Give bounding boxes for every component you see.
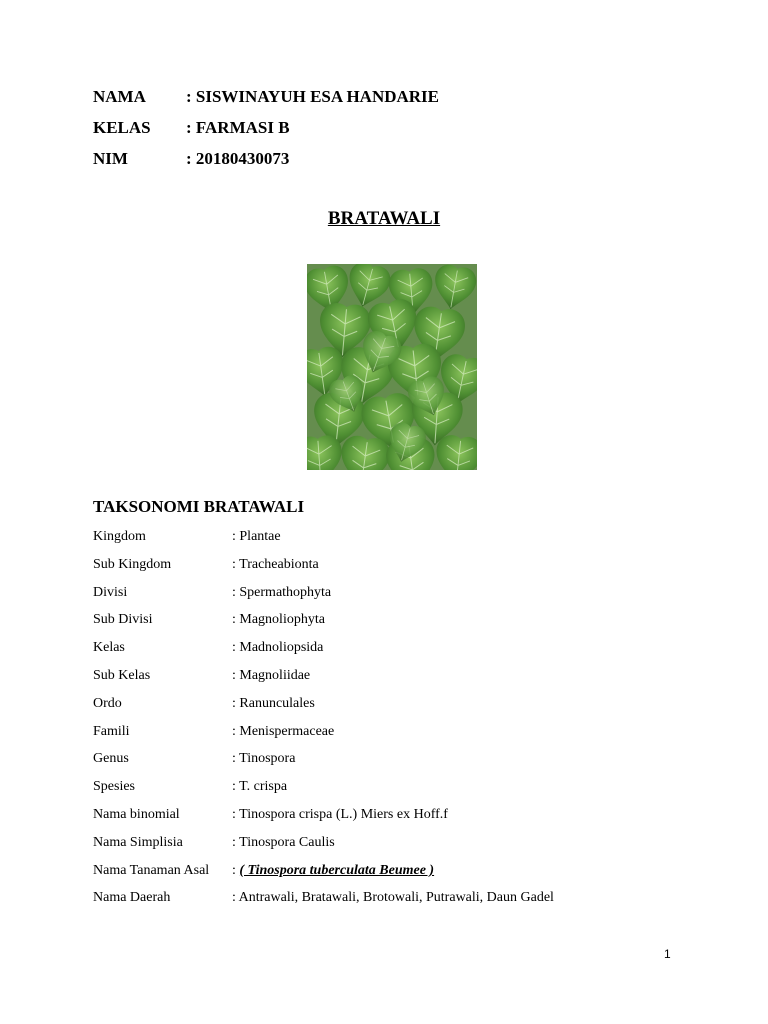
taxonomy-key: Ordo (93, 696, 122, 711)
name-label: NAMA (93, 87, 146, 106)
taxonomy-heading: TAKSONOMI BRATAWALI (93, 497, 305, 516)
taxonomy-value: : Antrawali, Bratawali, Brotowali, Putrawali, Daun Gadel (232, 890, 554, 905)
taxonomy-key: Genus (93, 751, 129, 766)
taxonomy-key: Spesies (93, 779, 135, 794)
name-value: : SISWINAYUH ESA HANDARIE (186, 87, 440, 106)
class-label: KELAS (93, 118, 151, 137)
taxonomy-key: Famili (93, 724, 130, 739)
taxonomy-key: Nama Tanaman Asal (93, 863, 210, 878)
taxonomy-key: Sub Kelas (93, 668, 151, 683)
taxonomy-value: : Tinospora Caulis (232, 835, 335, 850)
taxonomy-value: : Tracheabionta (232, 557, 319, 572)
page-number: 1 (664, 947, 671, 961)
taxonomy-key: Nama binomial (93, 807, 180, 822)
taxonomy-key: Sub Kingdom (93, 557, 172, 572)
taxonomy-value: : Tinospora (232, 751, 296, 766)
taxonomy-value: : Magnoliidae (232, 668, 311, 683)
taxonomy-key: Divisi (93, 585, 128, 600)
taxonomy-key: Sub Divisi (93, 612, 153, 627)
taxonomy-value-prefix: : (232, 863, 240, 878)
taxonomy-value: : Menispermaceae (232, 724, 335, 739)
document-title: BRATAWALI (327, 208, 441, 229)
class-value: : FARMASI B (186, 118, 290, 137)
nim-value: : 20180430073 (186, 149, 290, 168)
bratawali-leaves-photo (307, 264, 477, 470)
original-plant-name: ( Tinospora tuberculata Beumee ) (239, 863, 435, 878)
taxonomy-key: Kingdom (93, 529, 146, 544)
taxonomy-value: : Ranunculales (232, 696, 315, 711)
taxonomy-value: : Tinospora crispa (L.) Miers ex Hoff.f (232, 807, 448, 822)
taxonomy-key: Kelas (93, 640, 125, 655)
taxonomy-value: : Plantae (232, 529, 281, 544)
taxonomy-key: Nama Simplisia (93, 835, 183, 850)
taxonomy-value: : Spermathophyta (232, 585, 332, 600)
taxonomy-value (232, 861, 434, 881)
taxonomy-value: : Madnoliopsida (232, 640, 324, 655)
nim-label: NIM (93, 149, 128, 168)
taxonomy-value: : T. crispa (232, 779, 288, 794)
taxonomy-value: : Magnoliophyta (232, 612, 325, 627)
taxonomy-key: Nama Daerah (93, 890, 171, 905)
